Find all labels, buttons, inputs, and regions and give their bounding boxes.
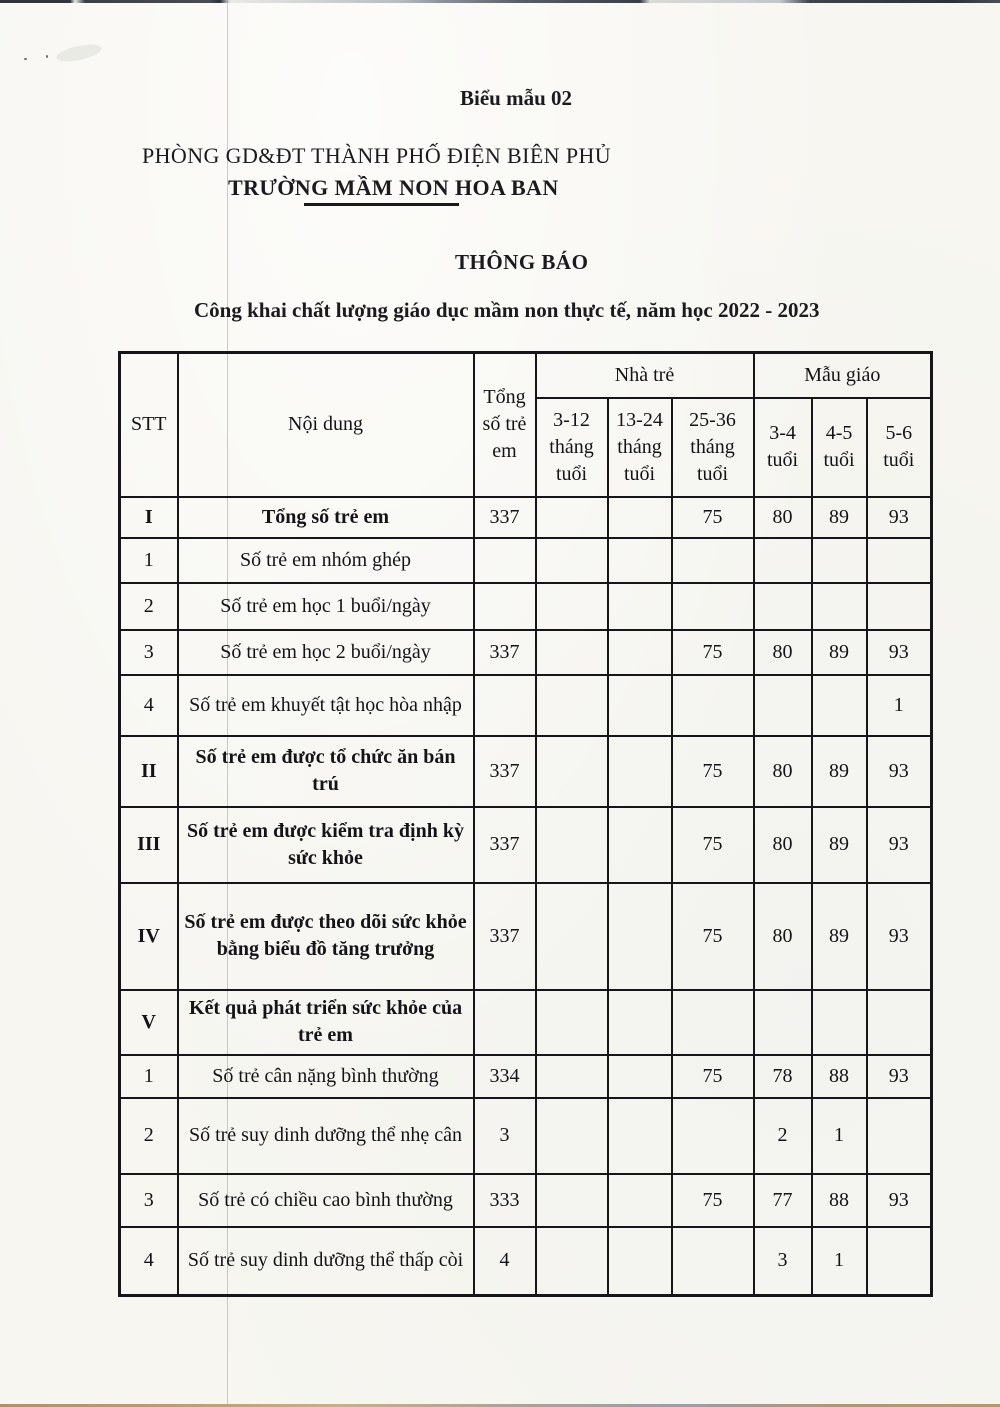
row-value [608, 630, 672, 675]
row-stt: V [120, 990, 178, 1055]
row-value [754, 990, 812, 1055]
header-age-col: 3-12 tháng tuổi [536, 398, 608, 497]
header-group-mau-giao: Mẫu giáo [754, 353, 932, 398]
row-value: 93 [867, 630, 932, 675]
header-age-col: 3-4 tuổi [754, 398, 812, 497]
row-value [672, 675, 754, 736]
row-value: 93 [867, 497, 932, 538]
row-value: 337 [474, 497, 536, 538]
row-value: 3 [474, 1098, 536, 1174]
row-value [474, 990, 536, 1055]
row-value [867, 1098, 932, 1174]
row-value: 75 [672, 807, 754, 883]
row-value: 75 [672, 883, 754, 990]
row-value: 1 [812, 1227, 867, 1296]
row-value: 88 [812, 1174, 867, 1227]
row-value [754, 583, 812, 630]
row-label: Số trẻ suy dinh dưỡng thể thấp còi [178, 1227, 474, 1296]
row-value: 93 [867, 807, 932, 883]
table-row [120, 736, 932, 807]
row-stt: 2 [120, 583, 178, 630]
row-value: 80 [754, 883, 812, 990]
row-label: Tổng số trẻ em [178, 497, 474, 538]
row-value: 75 [672, 497, 754, 538]
row-value [536, 583, 608, 630]
row-value [536, 807, 608, 883]
header-tong-so-tre-em: Tổng số trẻ em [474, 353, 536, 497]
row-value [474, 583, 536, 630]
row-value: 75 [672, 1055, 754, 1098]
row-value [536, 736, 608, 807]
row-label: Kết quả phát triển sức khỏe của trẻ em [178, 990, 474, 1055]
row-value [536, 675, 608, 736]
header-age-col: 5-6 tuổi [867, 398, 932, 497]
header-stt: STT [120, 353, 178, 497]
row-stt: 3 [120, 630, 178, 675]
row-value: 80 [754, 736, 812, 807]
header-age-col: 4-5 tuổi [812, 398, 867, 497]
row-value [608, 1098, 672, 1174]
row-label: Số trẻ em khuyết tật học hòa nhập [178, 675, 474, 736]
row-value [867, 538, 932, 583]
row-value [608, 497, 672, 538]
row-value [754, 675, 812, 736]
table-row [120, 990, 932, 1055]
row-value [536, 497, 608, 538]
row-stt: 3 [120, 1174, 178, 1227]
row-value: 1 [867, 675, 932, 736]
header-age-col: 25-36 tháng tuổi [672, 398, 754, 497]
quality-disclosure-table [118, 351, 933, 1297]
table-row [120, 883, 932, 990]
row-stt: 1 [120, 538, 178, 583]
row-value: 75 [672, 1174, 754, 1227]
row-value: 337 [474, 630, 536, 675]
row-stt: 1 [120, 1055, 178, 1098]
row-value [672, 583, 754, 630]
row-value [536, 1227, 608, 1296]
table-row [120, 807, 932, 883]
scan-smudge [55, 41, 103, 64]
row-value [812, 583, 867, 630]
header-noi-dung: Nội dung [178, 353, 474, 497]
row-value [536, 630, 608, 675]
row-value: 80 [754, 630, 812, 675]
row-value [754, 538, 812, 583]
header-group-nha-tre: Nhà trẻ [536, 353, 754, 398]
row-value: 75 [672, 630, 754, 675]
school-name: TRƯỜNG MẦM NON HOA BAN [228, 175, 559, 200]
school-name-underline [304, 203, 459, 206]
row-value [867, 583, 932, 630]
notice-title: THÔNG BÁO [455, 250, 589, 274]
row-value [672, 1227, 754, 1296]
row-value: 88 [812, 1055, 867, 1098]
row-label: Số trẻ em được kiểm tra định kỳ sức khỏe [178, 807, 474, 883]
row-value [608, 736, 672, 807]
row-value [536, 883, 608, 990]
row-value: 80 [754, 497, 812, 538]
table-row [120, 1227, 932, 1296]
row-value [672, 538, 754, 583]
row-value: 78 [754, 1055, 812, 1098]
form-number-label: Biểu mẫu 02 [460, 86, 573, 110]
row-value [867, 990, 932, 1055]
row-value [608, 1174, 672, 1227]
dust-speck [46, 55, 48, 58]
row-value: 2 [754, 1098, 812, 1174]
table-row [120, 1174, 932, 1227]
row-value [812, 990, 867, 1055]
row-value: 77 [754, 1174, 812, 1227]
row-value: 93 [867, 1055, 932, 1098]
row-value [474, 538, 536, 583]
row-label: Số trẻ suy dinh dưỡng thể nhẹ cân [178, 1098, 474, 1174]
row-value [672, 1098, 754, 1174]
row-value [812, 538, 867, 583]
row-label: Số trẻ có chiều cao bình thường [178, 1174, 474, 1227]
table-row [120, 630, 932, 675]
row-value [608, 675, 672, 736]
row-value [536, 1055, 608, 1098]
row-value [672, 990, 754, 1055]
row-value: 89 [812, 807, 867, 883]
row-value: 93 [867, 736, 932, 807]
row-label: Số trẻ em được tổ chức ăn bán trú [178, 736, 474, 807]
table-row [120, 675, 932, 736]
table-row [120, 1055, 932, 1098]
row-label: Số trẻ em nhóm ghép [178, 538, 474, 583]
table-row [120, 583, 932, 630]
row-value: 337 [474, 736, 536, 807]
row-value: 80 [754, 807, 812, 883]
row-value: 89 [812, 497, 867, 538]
table-row [120, 538, 932, 583]
row-value: 89 [812, 736, 867, 807]
row-value: 337 [474, 883, 536, 990]
row-label: Số trẻ em học 1 buổi/ngày [178, 583, 474, 630]
row-value: 3 [754, 1227, 812, 1296]
row-value: 334 [474, 1055, 536, 1098]
row-value: 4 [474, 1227, 536, 1296]
table-row [120, 497, 932, 538]
row-value [536, 990, 608, 1055]
row-value [608, 583, 672, 630]
row-label: Số trẻ cân nặng bình thường [178, 1055, 474, 1098]
row-value [536, 1098, 608, 1174]
row-stt: III [120, 807, 178, 883]
row-value [608, 538, 672, 583]
row-label: Số trẻ em được theo dõi sức khỏe bằng biểu đồ tăng trưởng [178, 883, 474, 990]
row-value [536, 538, 608, 583]
row-stt: I [120, 497, 178, 538]
table-row [120, 1098, 932, 1174]
row-value: 89 [812, 630, 867, 675]
table-body [120, 497, 932, 1296]
row-value [608, 807, 672, 883]
row-value: 1 [812, 1098, 867, 1174]
row-stt: 2 [120, 1098, 178, 1174]
dust-speck [24, 58, 27, 60]
row-value [812, 675, 867, 736]
row-value [608, 883, 672, 990]
row-value [608, 990, 672, 1055]
row-value [608, 1227, 672, 1296]
row-value [474, 675, 536, 736]
row-value [608, 1055, 672, 1098]
row-stt: 4 [120, 1227, 178, 1296]
scan-edge-top [0, 0, 1000, 3]
row-value: 93 [867, 1174, 932, 1227]
row-value: 333 [474, 1174, 536, 1227]
row-label: Số trẻ em học 2 buổi/ngày [178, 630, 474, 675]
row-value: 93 [867, 883, 932, 990]
row-stt: II [120, 736, 178, 807]
row-value: 75 [672, 736, 754, 807]
row-value: 337 [474, 807, 536, 883]
row-stt: 4 [120, 675, 178, 736]
row-value [536, 1174, 608, 1227]
row-value: 89 [812, 883, 867, 990]
row-value [867, 1227, 932, 1296]
header-age-col: 13-24 tháng tuổi [608, 398, 672, 497]
department-name: PHÒNG GD&ĐT THÀNH PHỐ ĐIỆN BIÊN PHỦ [142, 143, 612, 168]
row-stt: IV [120, 883, 178, 990]
document-subtitle: Công khai chất lượng giáo dục mầm non thực tế, năm học 2022 - 2023 [194, 298, 820, 322]
